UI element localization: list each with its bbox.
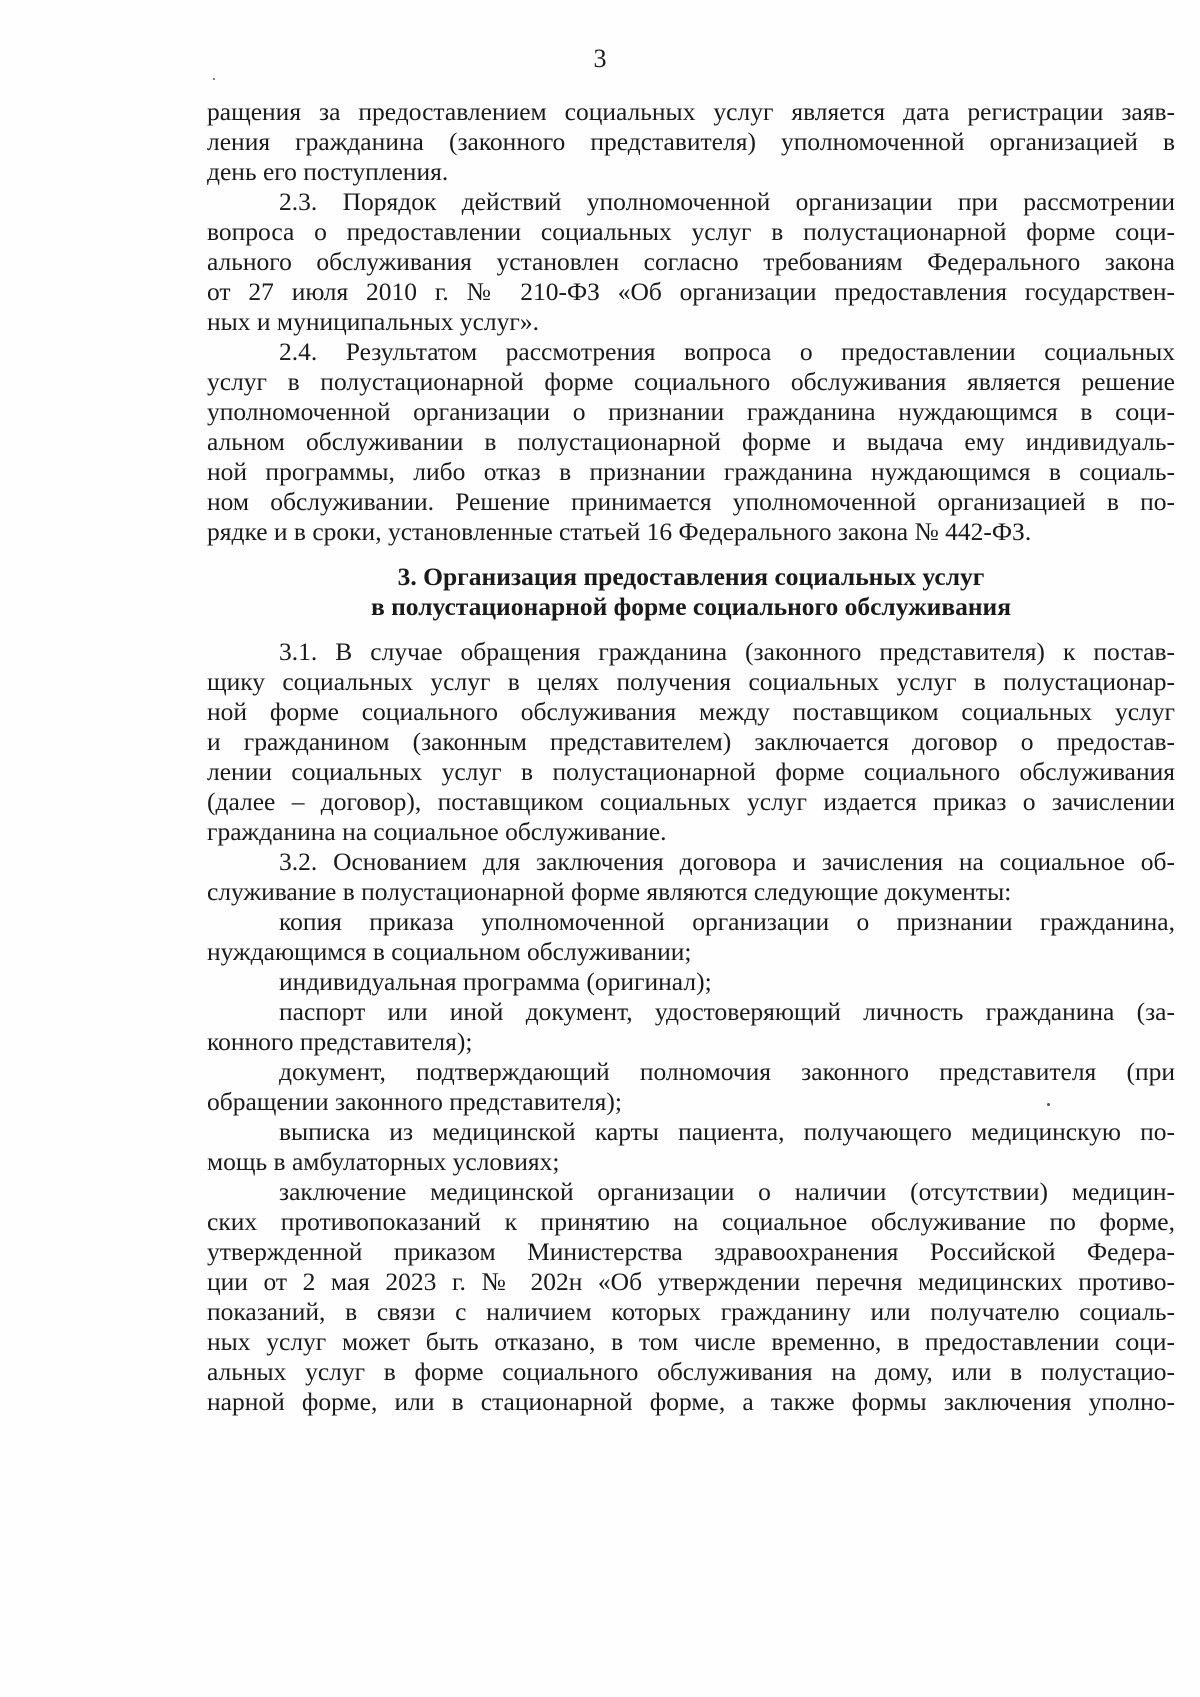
scan-speck	[213, 78, 215, 80]
text-line: ных и муниципальных услуг».	[207, 307, 539, 336]
text-line: щику социальных услуг в целях получения социальных услуг в полустационар-	[207, 667, 1175, 696]
text-line: ращения за предоставлением социальных услуг является дата регистрации заяв-	[207, 97, 1175, 126]
text-line: гражданина на социальное обслуживание.	[207, 817, 667, 846]
scan-speck	[1047, 1103, 1050, 1106]
text-line: служивание в полустационарной форме являются следующие документы:	[207, 877, 1012, 906]
page-number: 3	[593, 44, 607, 73]
text-line: услуг в полустационарной форме социального обслуживания является решение	[207, 367, 1175, 396]
text-line: ции от 2 мая 2023 г. № 202н «Об утверждении перечня медицинских противо-	[207, 1267, 1175, 1296]
text-line: и гражданином (законным представителем) заключается договор о предостав-	[207, 727, 1175, 756]
text-line: обращении законного представителя);	[207, 1087, 622, 1116]
text-line: от 27 июля 2010 г. № 210-ФЗ «Об организации предоставления государствен-	[207, 277, 1175, 306]
paragraph-2-3-line: 2.3. Порядок действий уполномоченной организации при рассмотрении	[279, 187, 1175, 216]
list-item-line: выписка из медицинской карты пациента, получающего медицинскую по-	[279, 1117, 1175, 1146]
text-line: ном обслуживании. Решение принимается уполномоченной организацией в по-	[207, 487, 1175, 516]
text-line: показаний, в связи с наличием которых гражданину или получателю социаль-	[207, 1297, 1175, 1326]
list-item-line: индивидуальная программа (оригинал);	[279, 967, 712, 996]
text-line: ных услуг может быть отказано, в том числе временно, в предоставлении соци-	[207, 1327, 1175, 1356]
text-line: нуждающимся в социальном обслуживании;	[207, 937, 692, 966]
list-item-line: копия приказа уполномоченной организации о признании гражданина,	[279, 907, 1175, 936]
text-line: ной форме социального обслуживания между поставщиком социальных услуг	[207, 697, 1175, 726]
text-line: нарной форме, или в стационарной форме, а также формы заключения уполно-	[207, 1387, 1175, 1416]
text-line: утвержденной приказом Министерства здравоохранения Российской Федера-	[207, 1237, 1175, 1266]
section-heading: 3. Организация предоставления социальных услуг	[397, 562, 985, 591]
text-line: вопроса о предоставлении социальных услуг в полустационарной форме соци-	[207, 217, 1175, 246]
paragraph-3-1-line: 3.1. В случае обращения гражданина (законного представителя) к постав-	[279, 637, 1175, 666]
text-line: ального обслуживания установлен согласно требованиям Федерального закона	[207, 247, 1175, 276]
paragraph-2-4-line: 2.4. Результатом рассмотрения вопроса о предоставлении социальных	[279, 337, 1175, 366]
section-heading: в полустационарной форме социального обслуживания	[370, 592, 1012, 621]
text-line: (далее – договор), поставщиком социальных услуг издается приказ о зачислении	[207, 787, 1175, 816]
text-line: уполномоченной организации о признании гражданина нуждающимся в соци-	[207, 397, 1175, 426]
text-line: ских противопоказаний к принятию на социальное обслуживание по форме,	[207, 1207, 1175, 1236]
text-line: лении социальных услуг в полустационарной форме социального обслуживания	[207, 757, 1175, 786]
text-line: день его поступления.	[207, 157, 449, 186]
text-line: ления гражданина (законного представителя) уполномоченной организацией в	[207, 127, 1175, 156]
list-item-line: документ, подтверждающий полномочия законного представителя (при	[279, 1057, 1175, 1086]
list-item-line: паспорт или иной документ, удостоверяющий личность гражданина (за-	[279, 997, 1175, 1026]
text-line: альных услуг в форме социального обслуживания на дому, или в полустацио-	[207, 1357, 1175, 1386]
text-line: рядке и в сроки, установленные статьей 16 Федерального закона № 442-ФЗ.	[207, 517, 1032, 546]
text-line: мощь в амбулаторных условиях;	[207, 1147, 560, 1176]
text-line: конного представителя);	[207, 1027, 473, 1056]
text-line: ной программы, либо отказ в признании гражданина нуждающимся в социаль-	[207, 457, 1175, 486]
list-item-line: заключение медицинской организации о наличии (отсутствии) медицин-	[279, 1177, 1175, 1206]
paragraph-3-2-line: 3.2. Основанием для заключения договора и зачисления на социальное об-	[279, 847, 1175, 876]
text-line: альном обслуживании в полустационарной форме и выдача ему индивидуаль-	[207, 427, 1175, 456]
